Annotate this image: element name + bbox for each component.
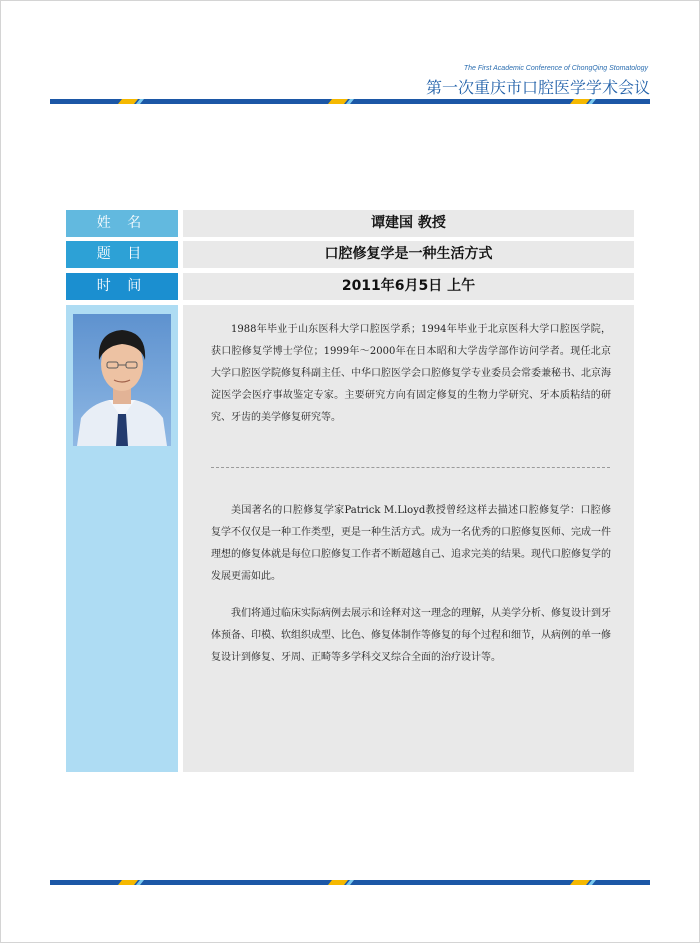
speaker-name: 谭建国 教授 bbox=[183, 210, 634, 237]
topic-label: 题 目 bbox=[66, 241, 178, 268]
talk-time: 2011年6月5日 上午 bbox=[183, 273, 634, 300]
section-divider bbox=[211, 467, 610, 468]
abstract-paragraph-1: 美国著名的口腔修复学家Patrick M.Lloyd教授曾经这样去描述口腔修复学：口腔修复学不仅仅是一种工作类型，更是一种生活方式。成为一名优秀的口腔修复医师、完成一件理想的修复体就是每位口腔修复工作者不断超越自己、追求完美的结果。现代口腔修复学的发展更需如此。 bbox=[211, 505, 611, 582]
bottom-decorative-band bbox=[50, 880, 650, 885]
speaker-biography: 1988年毕业于山东医科大学口腔医学系；1994年毕业于北京医科大学口腔医学院，获口腔修复学博士学位；1999年～2000年在日本昭和大学齿学部作访问学者。现任北京大学口腔医学院修复科副主任、中华口腔医学会口腔修复学专业委员会常委兼秘书、北京海淀医学会医疗事故鉴定专家。主要研究方向有固定修复的生物力学研究、牙本质粘结的研究、牙齿的美学修复研究等。 bbox=[211, 324, 611, 423]
speaker-photo bbox=[73, 314, 171, 446]
top-decorative-band bbox=[50, 99, 650, 104]
talk-topic: 口腔修复学是一种生活方式 bbox=[183, 241, 634, 268]
name-label: 姓 名 bbox=[66, 210, 178, 237]
time-label: 时 间 bbox=[66, 273, 178, 300]
abstract-paragraph-2: 我们将通过临床实际病例去展示和诠释对这一理念的理解，从美学分析、修复设计到牙体预备、印模、软组织成型、比色、修复体制作等修复的每个过程和细节，从病例的单一修复设计到修复、牙周、正畸等多学科交叉综合全面的治疗设计等。 bbox=[211, 608, 611, 663]
conference-english-title: The First Academic Conference of ChongQing Stomatology bbox=[463, 65, 648, 72]
conference-chinese-title: 第一次重庆市口腔医学学术会议 bbox=[425, 78, 650, 97]
